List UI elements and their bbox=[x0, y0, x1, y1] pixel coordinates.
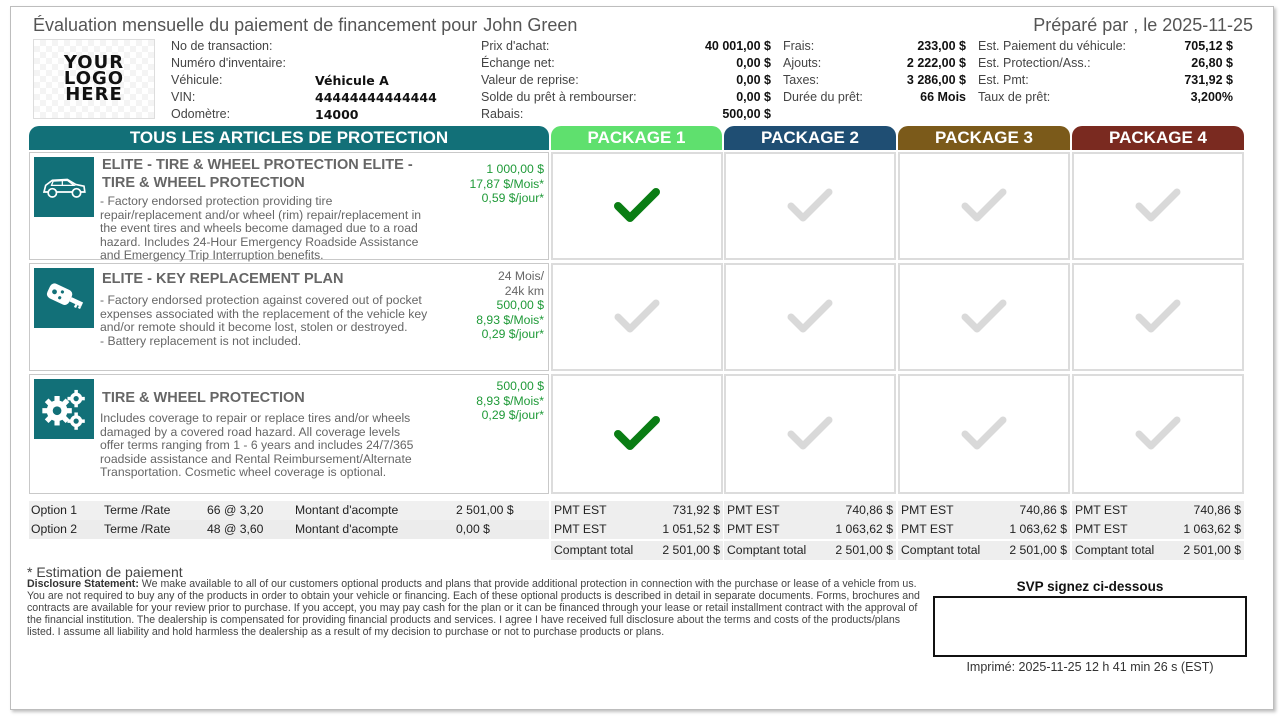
client-name: John Green bbox=[483, 15, 578, 35]
pmt-label: PMT EST bbox=[727, 522, 780, 536]
desc-line: offer terms ranging from 1 - 6 years and includes 24/7/365 bbox=[100, 438, 414, 452]
key-fob-icon bbox=[34, 268, 94, 328]
deal-value: 0,00 $ bbox=[736, 90, 771, 104]
term-label: Terme /Rate bbox=[104, 522, 171, 536]
product-pricing bbox=[469, 162, 544, 206]
cash-total bbox=[724, 541, 896, 560]
deal-row bbox=[978, 72, 1233, 89]
deal-value: 66 Mois bbox=[920, 90, 966, 104]
term-label: Terme /Rate bbox=[104, 503, 171, 517]
signature-label: SVP signez ci-dessous bbox=[1016, 579, 1164, 594]
deal-row bbox=[481, 106, 771, 123]
pmt-value: 1 063,62 $ bbox=[1009, 522, 1067, 536]
product-description bbox=[100, 412, 413, 480]
estimate-note: * Estimation de paiement bbox=[27, 564, 183, 580]
deal-row bbox=[171, 72, 437, 89]
deal-info-vehicle bbox=[171, 38, 437, 123]
product-price: 1 000,00 $ bbox=[486, 162, 544, 176]
deal-label: No de transaction: bbox=[171, 39, 273, 53]
package-3-cell[interactable] bbox=[898, 374, 1070, 494]
product-monthly: 8,93 $/Mois* bbox=[476, 312, 544, 327]
package-2-header[interactable]: PACKAGE 2 bbox=[724, 126, 896, 150]
deal-label: Est. Paiement du véhicule: bbox=[978, 39, 1126, 53]
deal-label: Est. Pmt: bbox=[978, 73, 1029, 87]
deal-value: 3,200% bbox=[1190, 90, 1233, 104]
logo-line-2: LOGO bbox=[63, 68, 125, 89]
deal-row bbox=[978, 38, 1233, 55]
logo-line-3: HERE bbox=[65, 84, 123, 105]
cash-label: Comptant total bbox=[1075, 543, 1155, 557]
desc-line: the event tires and wheels become damaged due to a road bbox=[100, 221, 418, 235]
checkmark-unselected-icon bbox=[612, 297, 662, 337]
title-text: Évaluation mensuelle du paiement de financement pour bbox=[33, 15, 478, 35]
package-1-header[interactable]: PACKAGE 1 bbox=[551, 126, 722, 150]
gears-icon bbox=[34, 379, 94, 439]
deal-value: 233,00 $ bbox=[917, 39, 966, 53]
checkmark-unselected-icon bbox=[959, 414, 1009, 454]
product-row-key-replacement bbox=[29, 263, 549, 371]
deal-row bbox=[171, 106, 437, 123]
product-price: 500,00 $ bbox=[496, 298, 544, 312]
down-payment-label: Montant d'acompte bbox=[295, 503, 399, 517]
deal-label: Ajouts: bbox=[783, 56, 822, 70]
deal-value: 731,92 $ bbox=[1184, 73, 1233, 87]
package-4-cell[interactable] bbox=[1072, 263, 1244, 371]
pmt-value: 1 063,62 $ bbox=[835, 522, 893, 536]
deal-row bbox=[481, 89, 771, 106]
product-description bbox=[100, 195, 421, 263]
desc-line: roadside assistance and Rental Reimbursement/Alternate bbox=[100, 451, 412, 466]
product-daily: 0,29 $/jour* bbox=[481, 327, 544, 341]
checkmark-unselected-icon bbox=[785, 186, 835, 226]
pmt-value: 740,86 $ bbox=[1019, 503, 1067, 517]
deal-row bbox=[783, 38, 966, 55]
cash-value: 2 501,00 $ bbox=[662, 543, 720, 557]
package-2-cell[interactable] bbox=[724, 263, 896, 371]
deal-label: Rabais: bbox=[481, 107, 524, 121]
deal-row bbox=[783, 55, 966, 72]
package-4-cell[interactable] bbox=[1072, 374, 1244, 494]
pmt-value: 1 063,62 $ bbox=[1183, 522, 1241, 536]
product-title-line: ELITE - KEY REPLACEMENT PLAN bbox=[102, 271, 344, 287]
product-monthly: 8,93 $/Mois* bbox=[476, 393, 544, 408]
page-title bbox=[33, 15, 577, 36]
disclosure-statement bbox=[27, 578, 921, 638]
deal-value: 40 001,00 $ bbox=[704, 39, 771, 53]
cash-total bbox=[898, 541, 1070, 560]
signature-box[interactable] bbox=[933, 596, 1247, 657]
deal-label: Valeur de reprise: bbox=[481, 73, 579, 87]
deal-row bbox=[481, 72, 771, 89]
pmt-label: PMT EST bbox=[1075, 522, 1128, 536]
product-title-line: TIRE & WHEEL PROTECTION bbox=[102, 175, 305, 191]
disclosure-label: Disclosure Statement: bbox=[27, 578, 139, 590]
disclosure-text: We make available to all of our customers optional products and plans that provide additional protection in connection with the purchase or lease of a vehicle from us. You are not required to buy any of the products in order to obtain your vehicle or financing. Each of these optional products is described in detail in separate documents. Forms, brochures and contracts are available for your review prior to purchase. If you accept, you may pay cash for the plan or it can be financed through your lease or retail installment contract with the approval of the financial institution. The dealership is compensated for providing financial products and services. I agree I have received full disclosure about the terms and costs of the products/plans listed. I assume all liability and hold harmless the dealership as a result of my decision to purchase or not to purchase products or plans. bbox=[27, 578, 920, 638]
product-description bbox=[100, 294, 427, 348]
deal-value: 705,12 $ bbox=[1184, 39, 1233, 53]
checkmark-unselected-icon bbox=[1133, 186, 1183, 226]
pmt-label: PMT EST bbox=[554, 503, 607, 517]
deal-label: Frais: bbox=[783, 39, 815, 53]
pmt-option-1 bbox=[898, 501, 1070, 520]
pmt-option-2 bbox=[724, 520, 896, 539]
product-row-tire-wheel-elite bbox=[29, 152, 549, 260]
deal-row bbox=[171, 38, 437, 55]
deal-label: Échange net: bbox=[481, 56, 555, 70]
deal-value: 2 222,00 $ bbox=[906, 56, 966, 70]
package-1-cell[interactable] bbox=[551, 263, 723, 371]
pmt-value: 740,86 $ bbox=[1193, 503, 1241, 517]
pmt-option-1 bbox=[551, 501, 723, 520]
deal-label: Odomètre: bbox=[171, 107, 231, 121]
dealer-logo-placeholder bbox=[33, 39, 155, 119]
deal-info-fees bbox=[783, 38, 966, 106]
deal-value: 0,00 $ bbox=[736, 73, 771, 87]
checkmark-unselected-icon bbox=[959, 186, 1009, 226]
pmt-value: 740,86 $ bbox=[845, 503, 893, 517]
checkmark-unselected-icon bbox=[1133, 297, 1183, 337]
deal-value: 26,80 $ bbox=[1191, 56, 1233, 70]
deal-row bbox=[171, 89, 437, 106]
cash-value: 2 501,00 $ bbox=[1009, 543, 1067, 557]
package-4-header[interactable]: PACKAGE 4 bbox=[1072, 126, 1244, 150]
pmt-label: PMT EST bbox=[554, 522, 607, 536]
product-title bbox=[102, 270, 343, 288]
deal-value: 500,00 $ bbox=[722, 107, 771, 121]
package-4-payments bbox=[1072, 501, 1244, 560]
desc-line: Includes coverage to repair or replace tires and/or wheels bbox=[100, 411, 411, 425]
package-3-header[interactable]: PACKAGE 3 bbox=[898, 126, 1070, 150]
deal-label: Solde du prêt à rembourser: bbox=[481, 90, 637, 104]
option-row bbox=[29, 520, 549, 539]
desc-line: damaged by a covered road hazard. All coverage levels bbox=[100, 424, 401, 439]
pmt-label: PMT EST bbox=[1075, 503, 1128, 517]
car-icon bbox=[34, 157, 94, 217]
deal-value: 3 286,00 $ bbox=[906, 73, 966, 87]
desc-line: and/or remote should it become lost, stolen or destroyed. bbox=[100, 320, 408, 334]
pmt-option-1 bbox=[724, 501, 896, 520]
term-value: 48 @ 3,60 bbox=[207, 522, 264, 536]
option-name: Option 2 bbox=[31, 522, 78, 536]
deal-info-price bbox=[481, 38, 771, 123]
desc-line: and Emergency Trip Interruption benefits. bbox=[100, 248, 324, 262]
product-daily: 0,59 $/jour* bbox=[481, 191, 544, 205]
deal-label: Véhicule: bbox=[171, 73, 223, 87]
down-payment-label: Montant d'acompte bbox=[295, 522, 399, 536]
deal-row bbox=[783, 72, 966, 89]
desc-line: - Factory endorsed protection providing tire bbox=[100, 194, 333, 208]
desc-line: hazard. Includes 24-Hour Emergency Roadside Assistance bbox=[100, 234, 419, 249]
odometer-value: 14000 bbox=[315, 107, 359, 122]
deal-row bbox=[171, 55, 437, 72]
pmt-value: 731,92 $ bbox=[672, 503, 720, 517]
deal-row bbox=[978, 89, 1233, 106]
checkmark-selected-icon bbox=[612, 414, 662, 454]
deal-row bbox=[481, 38, 771, 55]
checkmark-selected-icon bbox=[612, 186, 662, 226]
package-2-payments bbox=[724, 501, 896, 560]
pmt-option-2 bbox=[551, 520, 723, 539]
payment-evaluation-sheet bbox=[10, 6, 1274, 710]
financing-options bbox=[29, 501, 549, 539]
deal-label: Numéro d'inventaire: bbox=[171, 56, 286, 70]
cash-total bbox=[551, 541, 723, 560]
cash-value: 2 501,00 $ bbox=[1183, 543, 1241, 557]
option-row bbox=[29, 501, 549, 520]
products-header: TOUS LES ARTICLES DE PROTECTION bbox=[29, 126, 549, 150]
cash-value: 2 501,00 $ bbox=[835, 543, 893, 557]
package-1-cell[interactable] bbox=[551, 152, 723, 260]
product-price: 500,00 $ bbox=[496, 379, 544, 393]
desc-line: - Factory endorsed protection against covered out of pocket bbox=[100, 293, 422, 307]
package-3-cell[interactable] bbox=[898, 263, 1070, 371]
product-row-tire-wheel bbox=[29, 374, 549, 494]
prepared-by: Préparé par , le 2025-11-25 bbox=[1033, 15, 1253, 35]
deal-label: Durée du prêt: bbox=[783, 90, 863, 104]
desc-line: repair/replacement and/or wheel (rim) repair/replacement in bbox=[100, 207, 422, 222]
cash-total bbox=[1072, 541, 1244, 560]
deal-label: VIN: bbox=[171, 90, 196, 104]
pmt-label: PMT EST bbox=[901, 522, 954, 536]
down-payment-value: 2 501,00 $ bbox=[456, 503, 514, 517]
deal-value: 0,00 $ bbox=[736, 56, 771, 70]
cash-label: Comptant total bbox=[727, 543, 807, 557]
deal-label: Taux de prêt: bbox=[978, 90, 1051, 104]
deal-label: Taxes: bbox=[783, 73, 820, 87]
checkmark-unselected-icon bbox=[959, 297, 1009, 337]
desc-line: Transportation. Cosmetic wheel coverage is optional. bbox=[100, 465, 387, 479]
cash-label: Comptant total bbox=[901, 543, 981, 557]
deal-info-payment bbox=[978, 38, 1233, 106]
deal-label: Est. Protection/Ass.: bbox=[978, 56, 1091, 70]
checkmark-unselected-icon bbox=[1133, 414, 1183, 454]
pmt-value: 1 051,52 $ bbox=[662, 522, 720, 536]
checkmark-unselected-icon bbox=[785, 297, 835, 337]
product-pricing bbox=[476, 269, 544, 342]
pmt-option-2 bbox=[898, 520, 1070, 539]
product-term: 24 Mois/ bbox=[497, 269, 544, 283]
product-title bbox=[102, 389, 305, 407]
option-name: Option 1 bbox=[31, 503, 78, 517]
package-2-cell[interactable] bbox=[724, 152, 896, 260]
product-monthly: 17,87 $/Mois* bbox=[469, 176, 544, 191]
pmt-label: PMT EST bbox=[901, 503, 954, 517]
deal-row bbox=[783, 89, 966, 106]
pmt-option-1 bbox=[1072, 501, 1244, 520]
product-title-line: ELITE - TIRE & WHEEL PROTECTION ELITE - bbox=[102, 157, 413, 173]
deal-row bbox=[978, 55, 1233, 72]
logo-line-1: YOUR bbox=[63, 52, 125, 73]
checkmark-unselected-icon bbox=[785, 414, 835, 454]
product-pricing bbox=[476, 379, 544, 423]
cash-label: Comptant total bbox=[554, 543, 634, 557]
package-3-payments bbox=[898, 501, 1070, 560]
desc-line: expenses associated with the replacement of the vehicle key bbox=[100, 306, 428, 321]
vehicle-value: Véhicule A bbox=[315, 73, 389, 88]
pmt-label: PMT EST bbox=[727, 503, 780, 517]
deal-label: Prix d'achat: bbox=[481, 39, 550, 53]
package-4-cell[interactable] bbox=[1072, 152, 1244, 260]
desc-line: - Battery replacement is not included. bbox=[100, 333, 302, 348]
package-1-payments bbox=[551, 501, 723, 560]
vin-value: 44444444444444 bbox=[315, 90, 437, 105]
pmt-option-2 bbox=[1072, 520, 1244, 539]
printed-timestamp: Imprimé: 2025-11-25 12 h 41 min 26 s (EST) bbox=[966, 660, 1214, 674]
product-title bbox=[102, 156, 413, 192]
term-value: 66 @ 3,20 bbox=[207, 503, 264, 517]
product-term: 24k km bbox=[504, 283, 544, 298]
package-3-cell[interactable] bbox=[898, 152, 1070, 260]
down-payment-value: 0,00 $ bbox=[456, 522, 490, 536]
package-1-cell[interactable] bbox=[551, 374, 723, 494]
package-2-cell[interactable] bbox=[724, 374, 896, 494]
product-title-line: TIRE & WHEEL PROTECTION bbox=[102, 390, 305, 406]
deal-row bbox=[481, 55, 771, 72]
product-daily: 0,29 $/jour* bbox=[481, 408, 544, 422]
